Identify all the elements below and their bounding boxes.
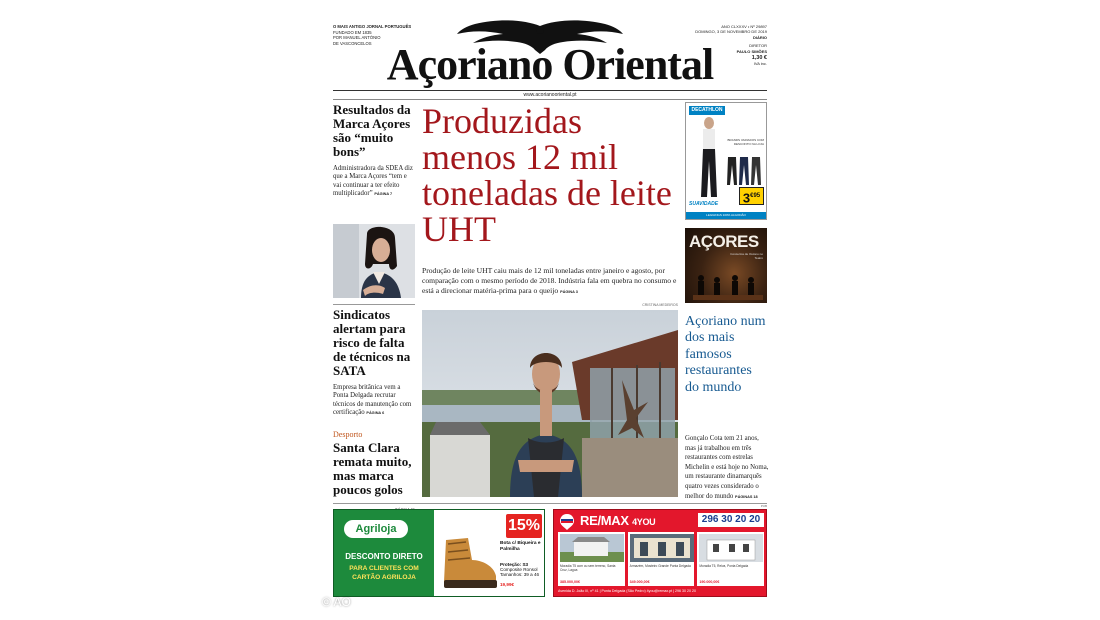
acores-promo-subtitle: Concertos de Outono no Teatro <box>730 252 763 260</box>
decathlon-fineprint: BRANDS VARIADOS COM DESCONTO NA LOJA <box>727 138 764 146</box>
main-story-summary-text: Produção de leite UHT caiu mais de 12 mil toneladas entre janeiro e agosto, por comparação com o mesmo período de 2018. Indústria fala em quebra no consumo e está a direcionar matéria-prima para o queijo <box>422 266 677 296</box>
story-headline: Resultados da Marca Açores são “muito bons” <box>333 102 411 159</box>
story-summary <box>333 165 415 199</box>
remax-brand-sub: 4YOU <box>632 517 656 527</box>
acores-concert-promo[interactable] <box>685 228 767 303</box>
decathlon-logo: DECATHLON <box>689 106 725 115</box>
page-reference: PÁGINA 7 <box>374 192 393 197</box>
page-reference: PÁGINA 6 <box>366 411 385 416</box>
ad-tag: PUB <box>760 504 767 508</box>
story-summary <box>333 384 415 418</box>
story-headline: Sindicatos alertam para risco de falta de técnicos na SATA <box>333 307 411 378</box>
issue-date: DOMINGO, 3 DE NOVEMBRO DE 2019 <box>695 29 767 35</box>
acores-promo-title: AÇORES <box>689 232 759 251</box>
property-description: Armazém, Mosteiro Grande Ponta Delgada <box>629 564 691 568</box>
decathlon-ad[interactable] <box>685 102 767 220</box>
page-reference: PÁGINA 3 <box>560 290 578 295</box>
decathlon-price <box>739 187 764 205</box>
protection-class: Proteção: S3 <box>500 562 529 567</box>
feature-headline[interactable]: Açoriano num dos mais famosos restaurantes do mundo <box>685 314 766 395</box>
agriloja-subline-1: PARA CLIENTES COM <box>349 565 419 572</box>
newspaper-front-page <box>325 10 775 605</box>
product-description: Bota c/ Biqueira e Palmilha <box>500 541 541 552</box>
director-label: DIRETOR <box>749 43 767 49</box>
price-note: IVA inc. <box>753 61 767 67</box>
story-summary-text: Administradora da SDEA diz que a Marca Açores “tem e vai continuar a ter efeito multiplicador” <box>333 165 413 198</box>
property-price: 349.000,00€ <box>629 580 650 584</box>
remax-property-list <box>558 532 764 586</box>
property-listing[interactable] <box>558 532 625 586</box>
agriloja-headline: DESCONTO DIRETO <box>345 552 423 561</box>
work-boot-icon <box>438 530 500 592</box>
masthead-divider-2 <box>333 99 767 100</box>
masthead-divider <box>333 90 767 91</box>
portrait-photo <box>333 224 415 298</box>
product-price: 19,99€ <box>500 582 515 587</box>
property-listing[interactable] <box>697 532 764 586</box>
remax-address: Avenida D. João III, nº 41 | Ponta Delgada (São Pedro) 4you@remax.pt | 296 30 20 20 <box>558 589 697 593</box>
story-summary-text: Empresa britânica vem a Ponta Delgada recrutar técnicos de manutenção com certificação <box>333 384 412 417</box>
feature-summary <box>685 434 769 502</box>
masthead-tagline: O MAIS ANTIGO JORNAL PORTUGUÊS <box>333 24 412 29</box>
discount-badge: 15% <box>506 514 542 538</box>
property-description: Moradia T5, Relva, Ponta Delgada <box>699 564 749 568</box>
chef-photo[interactable] <box>422 310 678 497</box>
masthead-issue-info <box>689 24 767 67</box>
property-price: 190.000,00€ <box>699 580 720 584</box>
agriloja-subline-2: CARTÃO AGRILOJA <box>352 573 416 581</box>
property-listing[interactable] <box>628 532 695 586</box>
remax-ad[interactable] <box>553 509 767 597</box>
issue-price: 1,30 € <box>751 55 767 62</box>
section-kicker: Desporto <box>333 430 363 439</box>
masthead-founder-2: DE VASCONCELOS <box>333 40 372 46</box>
agriloja-subline <box>340 565 428 582</box>
protection-details: Composite Ronsol Tamanhos: 39 a 46 <box>500 567 540 578</box>
price-whole: 3 <box>742 190 751 206</box>
ad-divider <box>333 503 767 504</box>
chef-outdoor-illustration <box>422 310 678 497</box>
column-divider <box>333 304 415 305</box>
story-marca-acores[interactable] <box>333 103 415 199</box>
warehouse-photo-icon <box>630 534 694 562</box>
agriloja-ad[interactable] <box>333 509 545 597</box>
house-photo-icon <box>560 534 624 562</box>
story-sata[interactable] <box>333 308 415 418</box>
main-story-summary <box>422 266 677 298</box>
price-cents: €95 <box>750 193 761 199</box>
photo-credit: CRISTINA MEDEIROS <box>642 303 678 307</box>
remax-phone[interactable]: 296 30 20 20 <box>698 513 764 527</box>
issue-frequency: DIÁRIO <box>753 34 767 40</box>
house-photo-icon <box>699 534 763 562</box>
page-reference: PÁGINAS 18 <box>735 494 758 499</box>
remax-brand-name: RE/MAX <box>580 513 629 528</box>
remax-brand <box>580 513 655 528</box>
property-description: Moradia T5 com ou sem terreno, Santa Cruz, Lagoa <box>560 564 616 572</box>
main-headline[interactable]: Produzidas menos 12 mil toneladas de leite UHT <box>422 101 672 249</box>
decathlon-footer-bar: LEGGINGS 100% ALGODÃO <box>686 212 766 219</box>
model-legging-illustration <box>692 117 726 199</box>
issue-number: ANO CLXXXV • Nº 29897 <box>721 24 767 29</box>
copyright-watermark: © AO <box>322 595 351 609</box>
masthead-founder-1: POR MANUEL ANTÓNIO <box>333 35 381 40</box>
musicians-silhouette-icon <box>693 272 763 300</box>
story-headline: Santa Clara remata muito, mas marca poucos golos <box>333 440 412 497</box>
remax-balloon-icon <box>558 513 576 531</box>
newspaper-title: Açoriano Oriental <box>386 40 714 89</box>
agriloja-logo: Agriloja <box>344 520 408 538</box>
leggings-products-icon <box>726 157 764 185</box>
masthead-founded: FUNDADO EM 1835 <box>333 29 372 35</box>
property-price: 385.000,00€ <box>560 580 580 584</box>
website-url[interactable]: www.acorianooriental.pt <box>523 92 577 98</box>
director-name: PAULO SIMÕES <box>736 48 767 54</box>
woman-portrait-illustration <box>333 224 415 298</box>
product-protection <box>500 562 544 578</box>
feature-summary-text: Gonçalo Cota tem 21 anos, mas já trabalhou em três restaurantes com estrelas Michelin e está hoje no Noma, um restaurante dinamarquês quatro vezes considerado o melhor do mundo <box>685 435 769 500</box>
decathlon-tagline: SUAVIDADE <box>689 201 719 207</box>
